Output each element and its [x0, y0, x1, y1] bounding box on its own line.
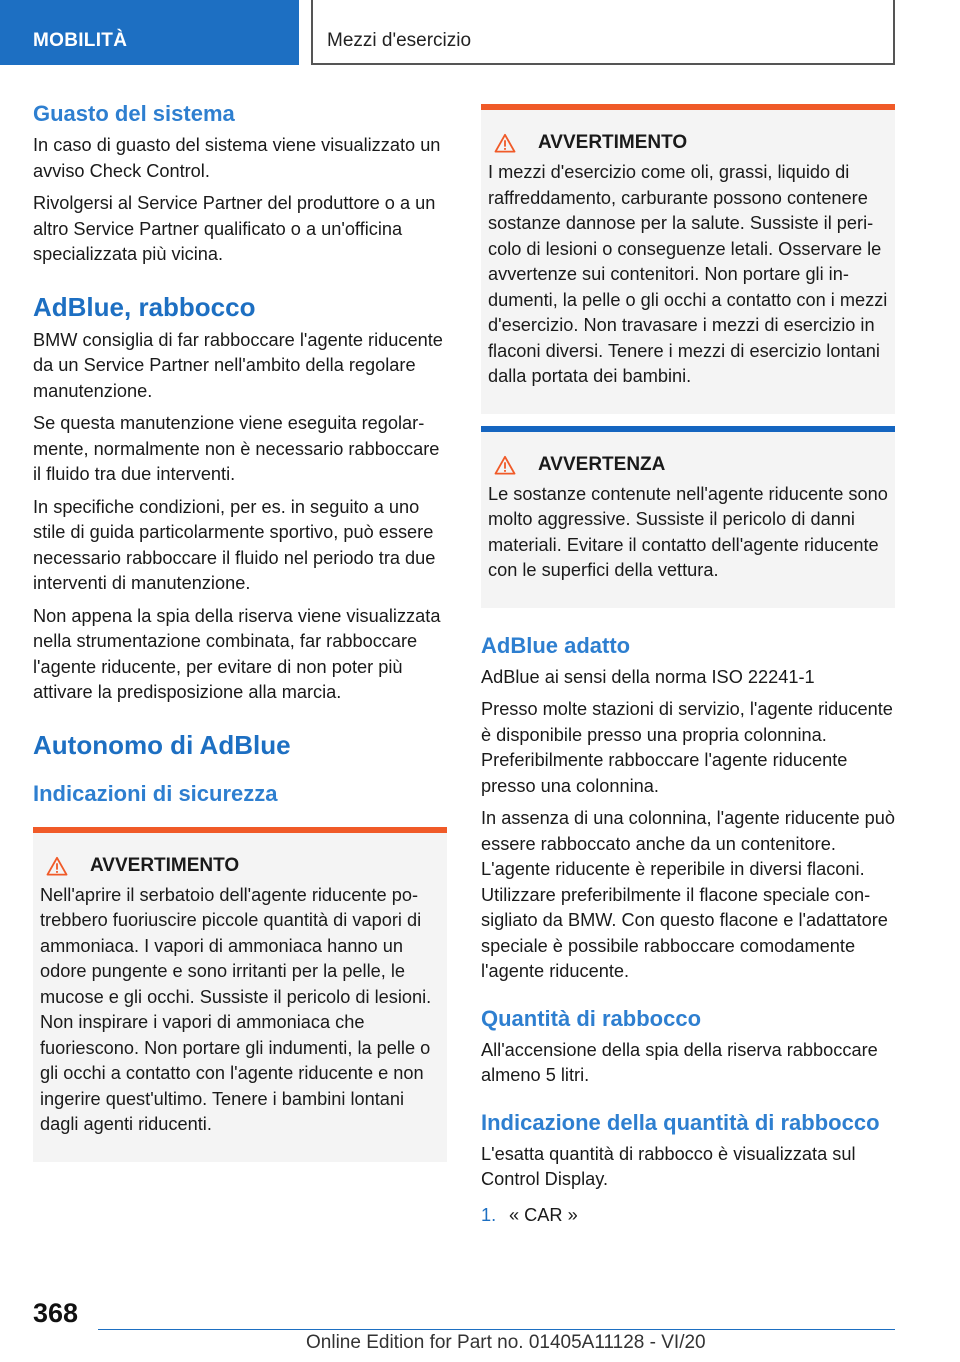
section-tab: MOBILITÀ [0, 0, 299, 65]
footer-divider [98, 1329, 895, 1330]
paragraph: Presso molte stazioni di servizio, l'agente riducente è disponibile presso una propria colonnina. Preferibilmente rabboccare l'agente riducente presso una colonnina. [481, 699, 893, 796]
paragraph: In specifiche condizioni, per es. in seguito a uno stile di guida particolarmente sportivo, può essere necessario rabboccare il fluido nel periodo tra due interventi di manutenzione. [33, 496, 436, 593]
warning-text: Nell'aprire il serbatoio dell'agente riducente potrebbero fuoriuscire piccole quantità di vapori di ammoniaca. I vapori di ammoniaca hanno un odore pungente e sono irritanti per la pelle, le mucose e gli occhi. Sussiste il pericolo di lesioni. Non inspirare i vapori di ammoniaca che fuoriescono. Non portare gli indumenti, la pelle o gli occhi a contatto con l'agente riducente e non ingerire quest'ultimo. Tenere i bambini lontani dagli agenti riducenti. [40, 884, 432, 1134]
warning-title [46, 855, 440, 877]
subsection-title: Mezzi d'esercizio [311, 0, 895, 65]
heading-indicazione: Indicazione della quantità di rabbocco [481, 1109, 880, 1135]
notice-triangle-icon [494, 455, 516, 475]
heading-sicurezza: Indicazioni di sicurezza [33, 780, 278, 806]
page-number: 368 [33, 1298, 79, 1328]
step-item [481, 1203, 895, 1229]
notice-title-text: AVVERTENZA [538, 453, 666, 475]
heading-guasto: Guasto del sistema [33, 101, 235, 126]
footer-edition: Online Edition for Part no. 01405A11128 - VI/20 [306, 1332, 706, 1353]
warning-triangle-icon [494, 133, 516, 153]
paragraph: In assenza di una colonnina, l'agente riducente può essere rabboccato anche da un contenitore. L'agente riducente è reperibile in diversi flaconi. Utilizzare preferibilmente il flacone speciale consigliato da BMW. Con questo flacone e l'adattatore speciale è possibile rabboccare comodamente l'agente riducente. [481, 808, 896, 981]
heading-autonomo: Autonomo di AdBlue [33, 729, 291, 760]
paragraph: L'esatta quantità di rabbocco è visualizzata sul Control Display. [481, 1143, 856, 1189]
warning-box [481, 104, 895, 414]
left-column [33, 100, 447, 1162]
paragraph: In caso di guasto del sistema viene visualizzato un avviso Check Control. [33, 135, 441, 181]
notice-title [494, 454, 888, 476]
warning-title-text: AVVERTIMENTO [538, 132, 688, 153]
warning-title-text: AVVERTIMENTO [90, 854, 240, 876]
paragraph: BMW consiglia di far rabboccare l'agente riducente da un Service Partner nell'ambito della regolare manutenzione. [33, 329, 443, 401]
notice-text: Le sostanze contenute nell'agente riducente sono molto aggressive. Sussiste il pericolo di danni materiali. Evitare il contatto dell'agente riducente con le superfici della vettura. [488, 483, 888, 580]
step-text: « CAR » [509, 1204, 578, 1225]
warning-text: I mezzi d'esercizio come oli, grassi, liquido di raffreddamento, carburante possono contenere sostanze dannose per la salute. Sussiste il pericolo di lesioni o conseguenze letali. Osservare le avvertenze sui contenitori. Non portare gli indumenti, la pelle o gli occhi a contatto con i mezzi d'esercizio. Non travasare i mezzi di esercizio in flaconi diversi. Tenere i mezzi di esercizio lontani dalla portata dei bambini. [488, 162, 888, 386]
step-number: 1. [481, 1204, 497, 1225]
paragraph: Rivolgersi al Service Partner del produttore o a un altro Service Partner qualificato o a un'officina specializzata più vicina. [33, 193, 436, 264]
paragraph: AdBlue ai sensi della norma ISO 22241-1 [481, 666, 815, 687]
warning-triangle-icon [46, 856, 68, 876]
warning-title [494, 132, 888, 154]
heading-rabbocco: AdBlue, rabbocco [33, 291, 256, 322]
warning-box [33, 827, 447, 1162]
paragraph: Non appena la spia della riserva viene visualizzata nella strumentazione combinata, far rabboccare l'agente riducente, per evitare di non poter più attivare la predisposizione alla marcia. [33, 605, 441, 702]
heading-quantita: Quantità di rabbocco [481, 1005, 702, 1031]
right-column [481, 100, 895, 1228]
paragraph: Se questa manutenzione viene eseguita regolarmente, normalmente non è necessario rabboccare il fluido tra due interventi. [33, 413, 440, 484]
heading-adatto: AdBlue adatto [481, 632, 631, 658]
paragraph: All'accensione della spia della riserva rabboccare almeno 5 litri. [481, 1039, 878, 1085]
notice-box [481, 426, 895, 608]
